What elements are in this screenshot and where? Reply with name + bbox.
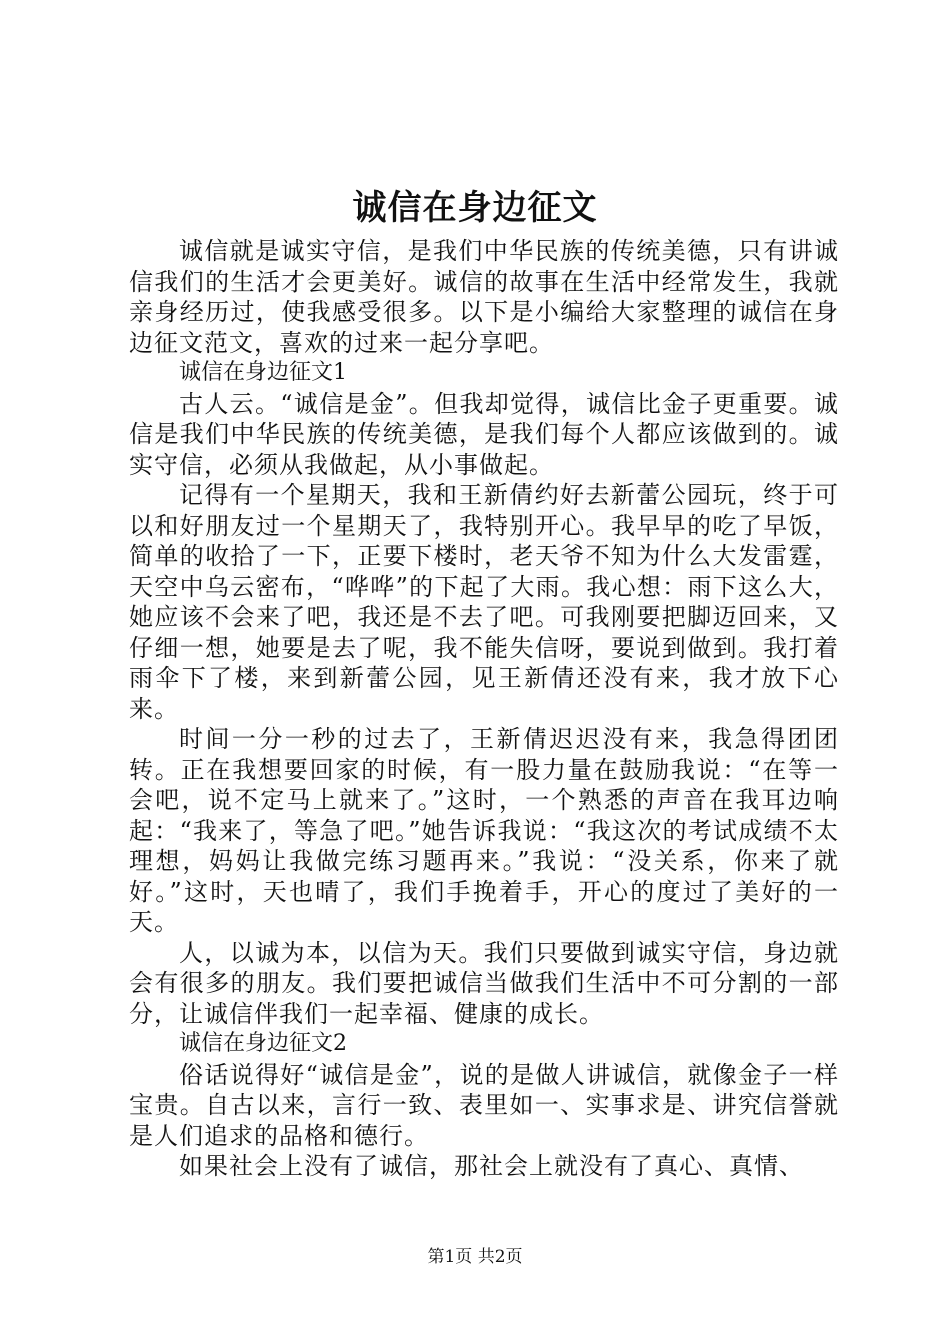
intro-paragraph: 诚信就是诚实守信，是我们中华民族的传统美德，只有讲诚信我们的生活才会更美好。诚信的故事在生活中经常发生，我就亲身经历过，使我感受很多。以下是小编给大家整理的诚信在身边征文范文，喜欢的过来一起分享吧。 <box>129 237 839 357</box>
page-number-footer: 第1页 共2页 <box>427 1247 523 1267</box>
section1-paragraph: 古人云。“诚信是金”。但我却觉得，诚信比金子更重要。诚信是我们中华民族的传统美德，是我们每个人都应该做到的。诚实守信，必须从我做起，从小事做起。 <box>129 389 839 479</box>
section-heading-1: 诚信在身边征文1 <box>179 360 347 385</box>
section-heading-2: 诚信在身边征文2 <box>179 1031 347 1056</box>
section2-paragraph: 如果社会上没有了诚信，那社会上就没有了真心、真情、 <box>179 1152 804 1180</box>
document-title: 诚信在身边征文 <box>352 188 598 228</box>
section1-paragraph: 人，以诚为本，以信为天。我们只要做到诚实守信，身边就会有很多的朋友。我们要把诚信当做我们生活中不可分割的一部分，让诚信伴我们一起幸福、健康的成长。 <box>129 938 839 1028</box>
section1-paragraph: 时间一分一秒的过去了，王新倩迟迟没有来，我急得团团转。正在我想要回家的时候，有一股力量在鼓励我说：“在等一会吧，说不定马上就来了。”这时，一个熟悉的声音在我耳边响起：“我来了，等急了吧。”她告诉我说：“我这次的考试成绩不太理想，妈妈让我做完练习题再来。”我说：“没关系，你来了就好。”这时，天也晴了，我们手挽着手，开心的度过了美好的一天。 <box>129 725 839 936</box>
document-body <box>129 236 839 1182</box>
section2-paragraph: 俗话说得好“诚信是金”，说的是做人讲诚信，就像金子一样宝贵。自古以来，言行一致、表里如一、实事求是、讲究信誉就是人们追求的品格和德行。 <box>129 1060 839 1150</box>
section1-paragraph: 记得有一个星期天，我和王新倩约好去新蕾公园玩，终于可以和好朋友过一个星期天了，我特别开心。我早早的吃了早饭，简单的收拾了一下，正要下楼时，老天爷不知为什么大发雷霆，天空中乌云密布，“哗哗”的下起了大雨。我心想：雨下这么大，她应该不会来了吧，我还是不去了吧。可我刚要把脚迈回来，又仔细一想，她要是去了呢，我不能失信呀，要说到做到。我打着雨伞下了楼，来到新蕾公园，见王新倩还没有来，我才放下心来。 <box>129 481 839 723</box>
